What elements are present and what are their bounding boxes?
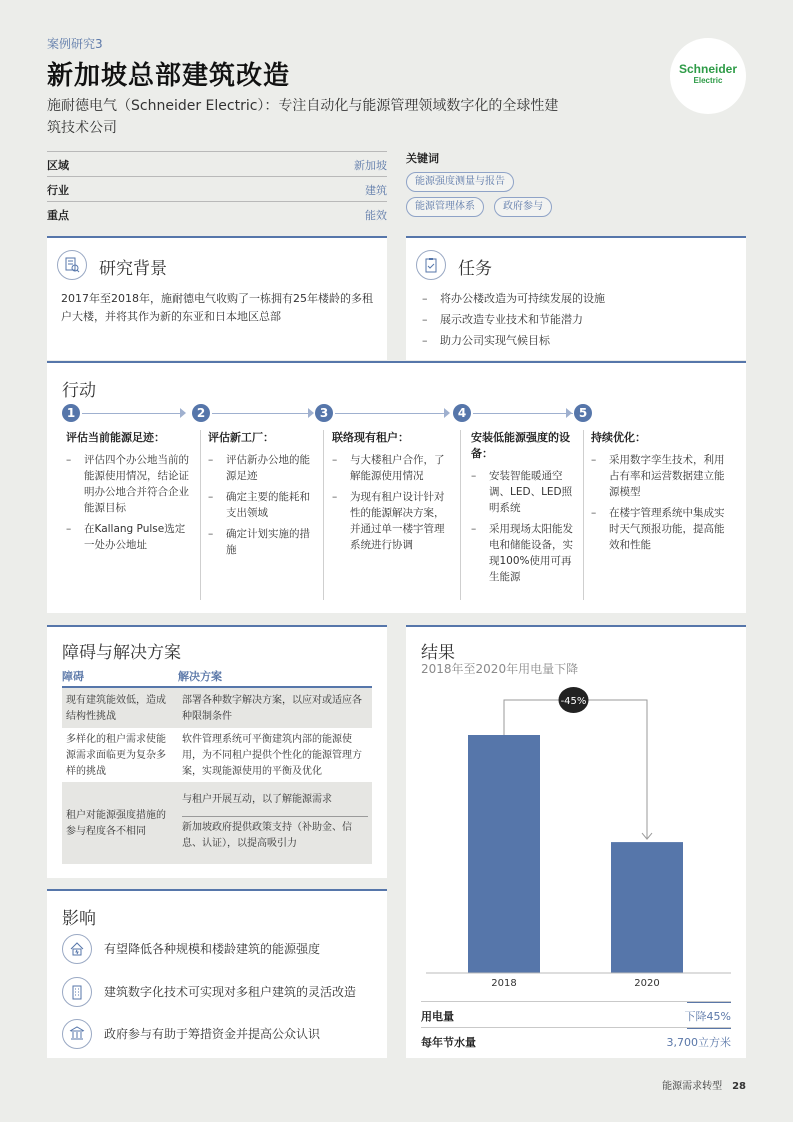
step-heading: 安装低能源强度的设备： (471, 431, 570, 460)
step-column (591, 430, 731, 558)
stat-value: 下降45% (684, 1010, 731, 1023)
step-number: 2 (192, 404, 210, 422)
step-column (208, 430, 318, 563)
arrow-right-icon (308, 408, 314, 418)
meta-key: 重点 (47, 209, 69, 222)
building-icon (62, 977, 92, 1007)
keywords-title: 关键词 (406, 152, 439, 165)
divider (460, 430, 461, 600)
logo-subtext: Electric (693, 76, 723, 85)
impact-text: 建筑数字化技术可实现对多租户建筑的灵活改造 (104, 985, 357, 999)
solution-cell: 与租户开展互动，以了解能源需求 (182, 794, 332, 805)
page-number: 28 (732, 1081, 746, 1092)
background-title: 研究背景 (99, 259, 167, 279)
value-rule (687, 1028, 731, 1029)
step-heading: 评估当前能源足迹： (66, 431, 165, 444)
step-connector (473, 413, 573, 414)
case-study-kicker: 案例研究3 (47, 37, 103, 51)
step-item: – 安装智能暖通空调、LED、LED照明系统 (471, 468, 579, 516)
meta-value: 建筑 (365, 184, 387, 197)
background-text: 2017年至2018年，施耐德电气收购了一栋拥有25年楼龄的多租户大楼，并将其作为新的东亚和日本地区总部 (61, 292, 373, 323)
step-item: – 采用数字孪生技术，利用占有率和运营数据建立能源模型 (591, 452, 731, 500)
impact-text: 有望降低各种规模和楼龄建筑的能源强度 (104, 942, 321, 956)
mission-item: – 将办公楼改造为可持续发展的设施 (422, 291, 732, 307)
step-item: – 评估新办公地的能源足迹 (208, 452, 318, 484)
impact-text: 政府参与有助于筹措资金并提高公众认识 (104, 1027, 321, 1041)
barrier-column-header: 障碍 (62, 670, 84, 683)
step-item: – 评估四个办公地当前的能源使用情况，结论证明办公地合并符合企业能源目标 (66, 452, 194, 516)
barrier-cell: 租户对能源强度措施的参与程度各不相同 (66, 810, 166, 837)
step-column (332, 430, 454, 558)
solution-cell: 新加坡政府提供政策支持（补助金、信息、认证），以提高吸引力 (182, 822, 352, 849)
step-heading: 联络现有租户： (332, 431, 409, 444)
arrow-right-icon (180, 408, 186, 418)
bar-2018 (468, 735, 540, 973)
step-item: – 在楼宇管理系统中集成实时天气预报功能，提高能效和性能 (591, 505, 731, 553)
x-tick-label: 2018 (491, 978, 517, 989)
step-number: 4 (453, 404, 471, 422)
divider (200, 430, 201, 600)
meta-key: 行业 (47, 184, 69, 197)
table-row (62, 728, 372, 780)
step-item: – 采用现场太阳能发电和储能设备，实现100%使用可再生能源 (471, 521, 579, 585)
house-energy-icon (62, 934, 92, 964)
stat-key: 用电量 (421, 1010, 454, 1023)
schneider-logo (670, 38, 746, 114)
arrow-right-icon (566, 408, 572, 418)
barrier-cell: 多样化的租户需求使能源需求面临更为复杂多样的挑战 (66, 734, 166, 777)
stat-row (421, 1027, 731, 1054)
stat-row (421, 1001, 731, 1028)
step-item: – 确定计划实施的措施 (208, 526, 318, 558)
background-panel (47, 236, 387, 360)
meta-row-region (47, 151, 387, 176)
step-connector (82, 413, 182, 414)
government-building-icon (62, 1019, 92, 1049)
arrow-right-icon (444, 408, 450, 418)
solution-column-header: 解决方案 (178, 670, 222, 683)
step-heading: 评估新工厂： (208, 431, 274, 444)
meta-value: 能效 (365, 209, 387, 222)
results-subtitle: 2018年至2020年用电量下降 (421, 662, 579, 676)
impact-title: 影响 (62, 909, 96, 929)
value-rule (687, 1002, 731, 1003)
page-subtitle: 施耐德电气（Schneider Electric）：专注自动化与能源管理领域数字化的全球性建筑技术公司 (47, 98, 559, 136)
barrier-cell: 现有建筑能效低，造成结构性挑战 (66, 695, 166, 722)
page-title: 新加坡总部建筑改造 (47, 61, 291, 91)
solution-cell: 部署各种数字解决方案，以应对或适应各种限制条件 (182, 695, 362, 722)
meta-key: 区域 (47, 159, 69, 172)
meta-value: 新加坡 (354, 159, 387, 172)
logo-text: Schneider (678, 62, 738, 76)
step-column (66, 430, 194, 558)
table-row (62, 688, 372, 728)
change-label: -45% (560, 696, 587, 707)
table-row (62, 782, 372, 864)
divider (583, 430, 584, 600)
keyword-tag: 能源强度测量与报告 (406, 172, 514, 192)
step-number: 3 (315, 404, 333, 422)
divider (323, 430, 324, 600)
actions-title: 行动 (62, 381, 96, 401)
clipboard-icon (416, 250, 446, 280)
mission-list (422, 291, 732, 354)
step-column (471, 430, 579, 590)
usage-bar-chart (406, 680, 746, 990)
step-heading: 持续优化： (591, 431, 646, 444)
mission-item: – 展示改造专业技术和节能潜力 (422, 312, 732, 328)
results-title: 结果 (421, 643, 455, 663)
stat-value: 3,700立方米 (666, 1036, 731, 1049)
cell-divider (182, 816, 368, 817)
keyword-tag: 能源管理体系 (406, 197, 484, 217)
step-number: 5 (574, 404, 592, 422)
x-tick-label: 2020 (634, 978, 660, 989)
step-item: – 在Kallang Pulse选定一处办公地址 (66, 521, 194, 553)
footer-section: 能源需求转型 (662, 1081, 723, 1092)
step-number: 1 (62, 404, 80, 422)
step-item: – 为现有租户设计针对性的能源解决方案，并通过单一楼宇管理系统进行协调 (332, 489, 454, 553)
mission-panel (406, 236, 746, 360)
page-footer (662, 1077, 746, 1092)
step-item: – 确定主要的能耗和支出领域 (208, 489, 318, 521)
solution-cell: 软件管理系统可平衡建筑内部的能源使用，为不同租户提供个性化的能源管理方案，实现能源使用的平衡及优化 (182, 734, 362, 777)
bar-2020 (611, 842, 683, 973)
meta-row-industry (47, 176, 387, 201)
stat-key: 每年节水量 (421, 1036, 476, 1049)
mission-title: 任务 (458, 259, 492, 279)
step-item: – 与大楼租户合作，了解能源使用情况 (332, 452, 454, 484)
mission-item: – 助力公司实现气候目标 (422, 333, 732, 349)
step-connector (335, 413, 445, 414)
step-connector (212, 413, 312, 414)
keyword-tag: 政府参与 (494, 197, 552, 217)
barriers-title: 障碍与解决方案 (62, 643, 181, 663)
meta-row-focus (47, 201, 387, 226)
document-search-icon (57, 250, 87, 280)
